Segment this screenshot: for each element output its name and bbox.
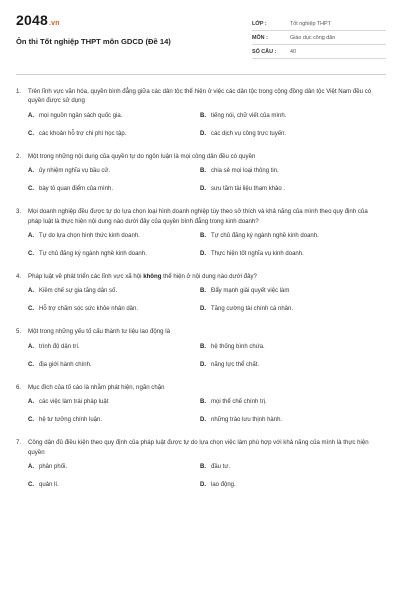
meta-row-subject [252, 31, 386, 45]
answer-option[interactable] [28, 416, 200, 424]
meta-key: MÔN : [252, 34, 268, 41]
question-item [16, 383, 386, 424]
option-row [28, 463, 386, 471]
option-letter: B. [200, 233, 206, 240]
option-text: Kiềm chế sự gia tăng dân số. [39, 288, 118, 295]
site-logo[interactable] [16, 12, 206, 32]
meta-value: Giáo dục công dân [290, 34, 336, 41]
question-text-part: Công dân đủ điều kiện theo quy định của pháp luật được tự do lựa chọn việc làm phù hợp với khả năng của mình là thực hiện quyền [28, 439, 369, 456]
option-letter: B. [200, 168, 206, 175]
option-letter: B. [200, 343, 206, 350]
answer-option[interactable] [200, 232, 372, 240]
question-text [28, 207, 386, 226]
answer-option[interactable] [200, 398, 372, 406]
question-number: 1. [16, 88, 22, 95]
option-letter: D. [200, 417, 206, 424]
option-text: Tăng cường tài chính cá nhân. [211, 306, 294, 313]
exam-meta-table [252, 17, 386, 59]
answer-option[interactable] [200, 481, 372, 489]
answer-option[interactable] [28, 185, 200, 193]
option-row [28, 287, 386, 295]
option-row [28, 398, 386, 406]
answer-option[interactable] [28, 250, 200, 258]
option-letter: A. [28, 343, 34, 350]
question-stem [16, 87, 386, 106]
option-text: Tự do lựa chọn hình thức kinh doanh. [39, 233, 140, 240]
question-text-part: Một trong những nội dung của quyền tự do ngôn luận là mọi công dân đều có quyền [28, 152, 256, 160]
option-letter: B. [200, 288, 206, 295]
option-text: hệ thống bình chứa. [211, 343, 265, 350]
option-letter: B. [200, 464, 206, 471]
meta-value: 40 [290, 48, 296, 55]
answer-option[interactable] [200, 130, 372, 138]
option-letter: D. [200, 251, 206, 258]
question-stem [16, 327, 386, 336]
option-text: tiếng nói, chữ viết của mình. [211, 112, 287, 119]
answer-option[interactable] [28, 130, 200, 138]
question-item [16, 207, 386, 258]
answer-option[interactable] [28, 287, 200, 295]
option-text: mọi thể chế chính trị. [211, 399, 267, 406]
meta-key: LỚP : [252, 20, 267, 27]
option-letter: D. [200, 482, 206, 489]
question-text-part: Mục đích của tố cáo là nhằm phát hiện, ngăn chặn [28, 383, 165, 391]
answer-option[interactable] [28, 398, 200, 406]
option-text: các khoản hỗ trợ chi phí học tập. [39, 130, 127, 137]
answer-option[interactable] [28, 112, 200, 120]
option-letter: B. [200, 399, 206, 406]
option-text: đầu tư. [211, 464, 231, 471]
option-letter: A. [28, 288, 34, 295]
question-item [16, 438, 386, 489]
answer-option[interactable] [200, 343, 372, 351]
option-text: Tự chủ đăng ký ngành nghề kinh doanh. [39, 251, 147, 258]
brand-block [16, 12, 206, 46]
meta-row-class [252, 17, 386, 31]
option-text: sưu tầm tài liệu tham khảo . [211, 186, 286, 193]
option-letter: D. [200, 306, 206, 313]
option-text: bày tỏ quan điểm của mình. [39, 186, 114, 193]
answer-options [28, 112, 386, 138]
question-stem [16, 207, 386, 226]
option-text: trình độ dân trí. [39, 343, 80, 350]
question-number: 6. [16, 383, 22, 391]
option-row [28, 185, 386, 193]
option-row [28, 416, 386, 424]
question-item [16, 87, 386, 138]
option-text: phân phối. [39, 464, 68, 471]
question-text-part: Trên lĩnh vực văn hóa, quyền bình đẳng giữa các dân tộc thể hiện ở việc các dân tộc trong cộng đồng dân tộc Việt Nam đều có quyền được sử dụng [28, 88, 372, 105]
question-list [16, 87, 386, 489]
question-number: 5. [16, 328, 22, 336]
answer-option[interactable] [200, 416, 372, 424]
question-item [16, 272, 386, 313]
option-row [28, 343, 386, 351]
option-letter: A. [28, 464, 34, 471]
option-letter: A. [28, 112, 34, 119]
exam-title: Ôn thi Tốt nghiệp THPT môn GDCD (Đề 14) [16, 37, 171, 46]
answer-option[interactable] [200, 287, 372, 295]
question-text [28, 152, 386, 161]
option-letter: A. [28, 399, 34, 406]
option-letter: C. [28, 417, 34, 424]
logo-suffix: .vn [48, 20, 60, 27]
option-letter: C. [28, 186, 34, 193]
option-text: năng lực thể chất. [211, 361, 260, 368]
option-row [28, 232, 386, 240]
question-number: 3. [16, 208, 22, 216]
option-text: quản lí. [39, 482, 59, 489]
question-text-part: thể hiện ở nội dung nào dưới đây? [161, 273, 257, 281]
option-text: Đẩy mạnh giải quyết việc làm [211, 288, 290, 295]
question-item [16, 152, 386, 193]
meta-row-count [252, 45, 386, 59]
question-item [16, 327, 386, 368]
question-text [28, 327, 386, 336]
header-divider [16, 74, 386, 75]
option-text: chia sẻ mọi loại thông tin. [211, 168, 279, 175]
option-letter: D. [200, 130, 206, 137]
answer-option[interactable] [200, 167, 372, 175]
option-text: ủy nhiệm nghĩa vụ bầu cử. [39, 168, 111, 175]
option-text: Hỗ trợ chăm sóc sức khỏe nhân dân. [39, 306, 138, 313]
option-text: hệ tư tưởng chính luận. [39, 417, 103, 424]
question-stem [16, 383, 386, 392]
answer-option[interactable] [28, 343, 200, 351]
answer-options [28, 167, 386, 193]
option-text: lao động. [211, 482, 236, 489]
option-row [28, 167, 386, 175]
option-letter: C. [28, 306, 34, 313]
meta-value: Tốt nghiệp THPT [290, 20, 331, 27]
answer-option[interactable] [200, 112, 372, 120]
answer-option[interactable] [28, 232, 200, 240]
question-text [28, 383, 386, 392]
question-text [28, 438, 386, 457]
option-letter: D. [200, 361, 206, 368]
answer-option[interactable] [200, 361, 372, 369]
option-text: Thực hiện tốt nghĩa vụ kinh doanh. [211, 251, 304, 258]
option-letter: A. [28, 233, 34, 240]
answer-options [28, 463, 386, 489]
answer-option[interactable] [200, 185, 372, 193]
answer-option[interactable] [28, 481, 200, 489]
question-text [28, 87, 386, 106]
logo-number: 2048 [16, 12, 48, 28]
option-text: mọi nguồn ngân sách quốc gia. [39, 112, 123, 119]
answer-options [28, 232, 386, 258]
question-stem [16, 272, 386, 281]
question-number: 2. [16, 152, 22, 160]
answer-options [28, 343, 386, 369]
question-number: 4. [16, 273, 22, 281]
option-letter: C. [28, 130, 34, 137]
option-letter: B. [200, 112, 206, 119]
option-text: địa giới hành chính. [39, 361, 92, 368]
option-text: các việc làm trái pháp luật [39, 399, 109, 406]
answer-options [28, 287, 386, 313]
question-stem [16, 438, 386, 457]
question-text-part: Pháp luật về phát triển các lĩnh vực xã hội [28, 273, 144, 281]
option-text: các dịch vụ công trực tuyến. [211, 130, 287, 137]
answer-option[interactable] [28, 463, 200, 471]
option-row [28, 481, 386, 489]
question-emphasis: không [143, 273, 162, 281]
answer-option[interactable] [28, 361, 200, 369]
answer-option[interactable] [200, 463, 372, 471]
option-letter: D. [200, 186, 206, 193]
option-letter: C. [28, 482, 34, 489]
question-number: 7. [16, 439, 22, 447]
meta-key: SỐ CÂU : [252, 48, 277, 55]
answer-option[interactable] [200, 305, 372, 313]
question-text [28, 272, 386, 281]
question-text-part: Mọi doanh nghiệp đều được tự do lựa chọn loại hình doanh nghiệp tùy theo sở thích và khả năng của mình theo quy định của pháp luật là thực hiện nội dung nào dưới đây của quyền bình đẳng trong kinh doanh? [28, 208, 368, 225]
option-row [28, 250, 386, 258]
option-letter: C. [28, 361, 34, 368]
option-row [28, 361, 386, 369]
option-text: Tự chủ đăng ký ngành nghề kinh doanh. [211, 233, 319, 240]
option-row [28, 112, 386, 120]
question-stem [16, 152, 386, 161]
option-letter: A. [28, 168, 34, 175]
question-text-part: Một trong những yếu tố cấu thành tư liệu lao động là [28, 328, 170, 336]
answer-option[interactable] [28, 305, 200, 313]
option-row [28, 305, 386, 313]
answer-option[interactable] [200, 250, 372, 258]
option-letter: C. [28, 251, 34, 258]
option-row [28, 130, 386, 138]
option-text: những trào lưu thịnh hành. [211, 417, 283, 424]
answer-option[interactable] [28, 167, 200, 175]
page-header [16, 12, 386, 70]
answer-options [28, 398, 386, 424]
